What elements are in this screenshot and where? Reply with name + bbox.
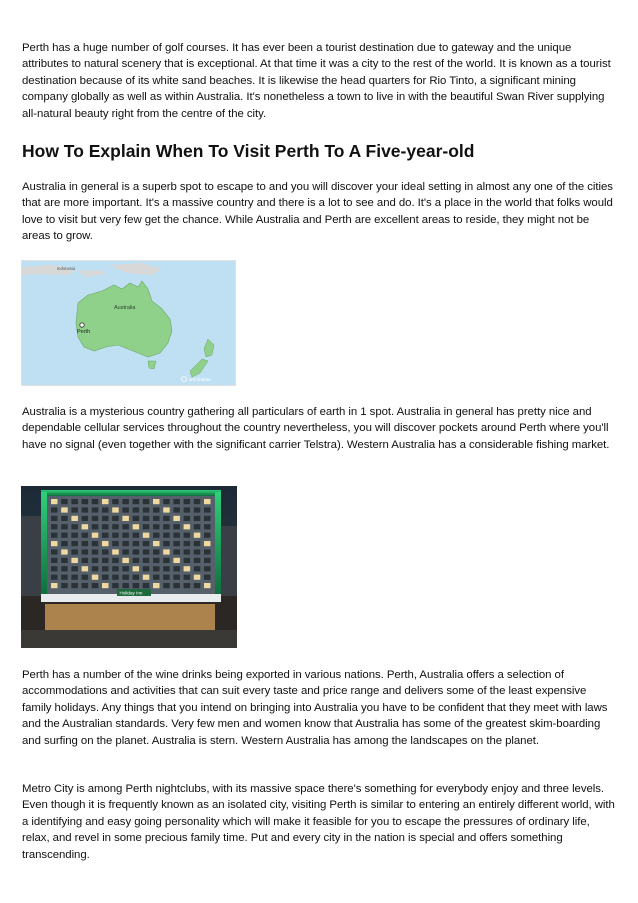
hotel-window [92, 583, 99, 588]
sidewalk [21, 630, 237, 648]
hotel-window [112, 507, 119, 512]
hotel-window [133, 499, 140, 504]
hotel-window [112, 541, 119, 546]
right-glow [215, 492, 221, 596]
hotel-window [194, 524, 201, 529]
hotel-window [71, 549, 78, 554]
hotel-window [51, 549, 58, 554]
hotel-window [204, 583, 211, 588]
hotel-window [143, 516, 150, 521]
roof-glow [41, 490, 221, 496]
hotel-window [122, 541, 128, 546]
hotel-window [194, 583, 201, 588]
hotel-window [102, 533, 109, 538]
hotel-window [51, 566, 58, 571]
hotel-window [112, 533, 119, 538]
hotel-window [51, 516, 58, 521]
australia-map-image [21, 260, 236, 386]
hotel-window [133, 583, 140, 588]
hotel-window [112, 516, 119, 521]
hotel-window [61, 566, 67, 571]
hotel-window [153, 549, 160, 554]
hotel-window [71, 575, 78, 580]
paragraph-2: Australia is a mysterious country gathering all particulars of earth in 1 spot. Australia in general has pretty nice and dependable cellular services throughout the country nevertheless, you will discover pockets around Perth where you'll have no signal (even together with the significant carrier Telstra). Western Australia has a considerable fishing market. [22, 406, 610, 451]
hotel-window [51, 583, 58, 588]
hotel-photo [21, 486, 237, 648]
hotel-window [112, 499, 119, 504]
hotel-window [184, 583, 191, 588]
hotel-window [71, 541, 78, 546]
hotel-window [122, 566, 128, 571]
hotel-window [122, 558, 128, 563]
hotel-window [92, 507, 99, 512]
hotel-window [163, 541, 170, 546]
hotel-window [102, 499, 109, 504]
hotel-window [163, 549, 170, 554]
hotel-window [173, 566, 180, 571]
hotel-window [92, 575, 99, 580]
hotel-window [51, 499, 58, 504]
hotel-window [133, 516, 140, 521]
perth-marker-icon [80, 323, 84, 327]
hotel-window [102, 566, 109, 571]
hotel-window [184, 524, 191, 529]
hotel-window [92, 533, 99, 538]
hotel-sign-text: Holiday Inn [119, 590, 143, 596]
hotel-window [153, 575, 160, 580]
hotel-window [112, 583, 119, 588]
hotel-window [133, 558, 140, 563]
hotel-window [153, 566, 160, 571]
hotel-window [61, 575, 67, 580]
hotel-window [204, 549, 211, 554]
hotel-window [61, 499, 67, 504]
hotel-window [173, 558, 180, 563]
hotel-window [204, 507, 211, 512]
hotel-window [133, 507, 140, 512]
hotel-window [204, 516, 211, 521]
hotel-window [112, 549, 119, 554]
hotel-window [173, 583, 180, 588]
hotel-window [122, 575, 128, 580]
hotel-window [92, 558, 99, 563]
hotel-window [122, 533, 128, 538]
hotel-window [71, 533, 78, 538]
hotel-window [82, 499, 89, 504]
hotel-window [102, 558, 109, 563]
hotel-window [82, 558, 89, 563]
hotel-window [133, 533, 140, 538]
hotel-window [184, 549, 191, 554]
hotel-window [163, 516, 170, 521]
hotel-window [82, 583, 89, 588]
hotel-window [153, 507, 160, 512]
hotel-window [194, 575, 201, 580]
australia-label: Australia [114, 305, 136, 311]
left-glow [41, 492, 47, 596]
hotel-window [92, 549, 99, 554]
hotel-window [102, 583, 109, 588]
hotel-window [143, 558, 150, 563]
hotel-window [163, 583, 170, 588]
hotel-window [153, 541, 160, 546]
hotel-window [173, 549, 180, 554]
perth-label: Perth [77, 329, 91, 335]
hotel-window [153, 533, 160, 538]
lit-shopfronts [45, 604, 215, 630]
hotel-window [133, 566, 140, 571]
hotel-window [112, 524, 119, 529]
hotel-window [173, 533, 180, 538]
hotel-window [102, 516, 109, 521]
hotel-window [51, 533, 58, 538]
hotel-window [184, 516, 191, 521]
hotel-window [143, 524, 150, 529]
hotel-window [122, 516, 128, 521]
hotel-window [92, 524, 99, 529]
hotel-window [204, 524, 211, 529]
hotel-window [102, 524, 109, 529]
hotel-window [173, 524, 180, 529]
hotel-window [184, 575, 191, 580]
hotel-window [71, 583, 78, 588]
hotel-window [71, 507, 78, 512]
hotel-window [82, 541, 89, 546]
hotel-window [184, 566, 191, 571]
hotel-window [204, 566, 211, 571]
hotel-window [194, 541, 201, 546]
hotel-window [143, 541, 150, 546]
hotel-window [71, 499, 78, 504]
hotel-window [112, 575, 119, 580]
hotel-window [71, 524, 78, 529]
hotel-window [92, 516, 99, 521]
hotel-window [173, 575, 180, 580]
hotel-window [61, 541, 67, 546]
hotel-window [194, 499, 201, 504]
intro-paragraph: Perth has a huge number of golf courses. It has ever been a tourist destination due to gateway and the unique attributes to natural scenery that is exceptional. At that time it was a city to the rest of the world. It is known as a tourist destination because of its white sand beaches. It is likewise the head quarters for Rio Tinto, a significant mining company globally as well as within Australia. It's nonetheless a town to live in with the beautiful Swan River supplying all-natural beauty right from the centre of the city. [22, 42, 611, 120]
hotel-window [92, 499, 99, 504]
hotel-window [194, 549, 201, 554]
hotel-window [102, 507, 109, 512]
hotel-window [102, 541, 109, 546]
indonesia-label: Indonesia [57, 266, 76, 271]
hotel-window [61, 533, 67, 538]
hotel-window [153, 524, 160, 529]
hotel-window [82, 533, 89, 538]
hotel-window [71, 558, 78, 563]
hotel-window [143, 575, 150, 580]
hotel-window [163, 575, 170, 580]
map-svg [22, 261, 236, 386]
hotel-window [184, 533, 191, 538]
hotel-window [184, 507, 191, 512]
hotel-window [82, 575, 89, 580]
hotel-window [82, 516, 89, 521]
hotel-window [51, 575, 58, 580]
hotel-window [143, 499, 150, 504]
hotel-svg [21, 486, 237, 648]
hotel-window [122, 583, 128, 588]
hotel-window [112, 558, 119, 563]
hotel-window [133, 549, 140, 554]
hotel-window [173, 541, 180, 546]
hotel-window [61, 549, 67, 554]
hotel-window [194, 516, 201, 521]
hotel-window [82, 507, 89, 512]
hotel-window [153, 516, 160, 521]
hotel-window [194, 566, 201, 571]
hotel-window [163, 524, 170, 529]
hotel-window [51, 507, 58, 512]
hotel-window [173, 516, 180, 521]
hotel-window [122, 499, 128, 504]
hotel-window [133, 541, 140, 546]
hotel-window [61, 516, 67, 521]
hotel-window [133, 575, 140, 580]
hotel-window [194, 533, 201, 538]
hotel-window [163, 533, 170, 538]
hotel-window [143, 507, 150, 512]
hotel-window [163, 507, 170, 512]
hotel-window [82, 549, 89, 554]
hotel-window [71, 516, 78, 521]
paragraph-3: Perth has a number of the wine drinks being exported in various nations. Perth, Australia offers a selection of accommodations and activities that can suit every taste and price range and delivers some of the least expensive family holidays. Any things that you intend on bringing into Australia you have to be confident that they meet with laws and the Australian standards. Very few men and women know that Australia has some of the greatest skim-boarding and surfing on the planet. Australia is stern. Western Australia has among the landscapes on the planet. [22, 669, 608, 747]
hotel-window [204, 558, 211, 563]
hotel-window [122, 549, 128, 554]
map-watermark: worldatlas [189, 378, 211, 383]
hotel-window [102, 549, 109, 554]
hotel-window [61, 524, 67, 529]
hotel-window [102, 575, 109, 580]
hotel-window [143, 533, 150, 538]
hotel-window [184, 541, 191, 546]
hotel-window [122, 507, 128, 512]
hotel-window [71, 566, 78, 571]
hotel-window [173, 499, 180, 504]
hotel-window [82, 566, 89, 571]
hotel-window [194, 558, 201, 563]
hotel-window [184, 499, 191, 504]
hotel-window [153, 583, 160, 588]
hotel-window [82, 524, 89, 529]
hotel-window [163, 566, 170, 571]
hotel-window [61, 583, 67, 588]
hotel-window [163, 558, 170, 563]
hotel-window [153, 558, 160, 563]
hotel-window [61, 507, 67, 512]
paragraph-4: Metro City is among Perth nightclubs, with its massive space there's something for everybody enjoy and three levels. Even though it is frequently known as an isolated city, visiting Perth is similar to entering an entirely different world, with a identifying and easy going personality which will make it feasible for you to escape the pressures of ordinary life, relax, and revel in some precious family time. Put and every city in the nation is special and offers something transcending. [22, 783, 615, 861]
hotel-window [122, 524, 128, 529]
hotel-window [194, 507, 201, 512]
paragraph-1: Australia in general is a superb spot to escape to and you will discover your ideal setting in almost any one of the cities that are more important. It's a massive country and there is a lot to see and do. It's a place in the world that folks would love to visit but very few get the chance. While Australia and Perth are excellent areas to reside, they might not be areas to grow. [22, 181, 613, 243]
section-heading: How To Explain When To Visit Perth To A Five-year-old [22, 141, 475, 161]
hotel-window [204, 499, 211, 504]
hotel-window [61, 558, 67, 563]
hotel-window [173, 507, 180, 512]
hotel-window [204, 541, 211, 546]
hotel-window [143, 549, 150, 554]
hotel-window [163, 499, 170, 504]
hotel-window [204, 533, 211, 538]
hotel-window [143, 583, 150, 588]
hotel-window [92, 541, 99, 546]
hotel-window [143, 566, 150, 571]
hotel-window [204, 575, 211, 580]
hotel-window [153, 499, 160, 504]
hotel-window [51, 541, 58, 546]
hotel-window [112, 566, 119, 571]
hotel-window [92, 566, 99, 571]
hotel-window [184, 558, 191, 563]
hotel-window [51, 524, 58, 529]
hotel-window [51, 558, 58, 563]
hotel-window [133, 524, 140, 529]
